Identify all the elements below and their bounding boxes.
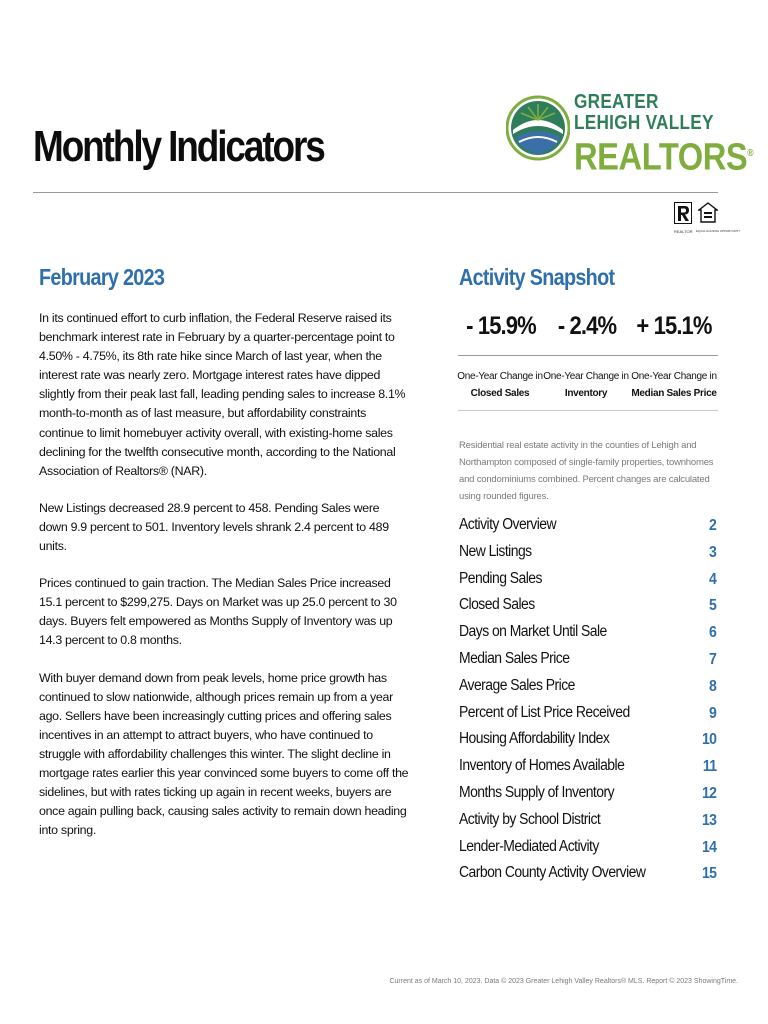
logo-line-2: LEHIGH VALLEY [574, 112, 714, 134]
section-heading-month: February 2023 [39, 264, 165, 290]
commentary-paragraph: Prices continued to gain traction. The Median Sales Price increased 15.1 percent to $299,275. Days on Market was up 25.0 percent to 30 days. Buyers felt empowered as Months Supply of Inventory was up 14.3 percent to 0.8 months. [39, 576, 397, 648]
toc-item-days-on-market[interactable] [459, 623, 716, 650]
toc-item-activity-overview[interactable] [459, 516, 716, 543]
registered-mark: ® [747, 148, 754, 159]
logo-line-1: GREATER [574, 91, 659, 113]
toc-label: New Listings [459, 542, 532, 560]
toc-item-closed-sales[interactable] [459, 596, 716, 623]
toc-item-carbon-county[interactable] [459, 864, 716, 891]
toc-page-number: 10 [701, 731, 716, 749]
snapshot-caption-top: One-Year Change in [543, 371, 629, 382]
toc-page-number: 11 [702, 758, 716, 776]
snapshot-description: Residential real estate activity in the counties of Lehigh and Northampton composed of single-family properties, townhomes and condominiums combined. Percent changes are calculated using rounded figures. [459, 440, 714, 502]
toc-label: Housing Affordability Index [459, 730, 610, 748]
header-divider [33, 192, 718, 193]
snapshot-values [458, 312, 718, 352]
toc-item-school-district[interactable] [459, 811, 716, 838]
toc-item-lender-mediated[interactable] [459, 838, 716, 865]
toc-label: Average Sales Price [459, 676, 575, 694]
equal-housing-icon [698, 202, 718, 228]
toc-label: Activity by School District [459, 810, 601, 828]
toc-label: Closed Sales [459, 596, 535, 614]
toc-page-number: 3 [708, 543, 716, 561]
toc-item-months-supply[interactable] [459, 784, 716, 811]
toc-page-number: 2 [708, 517, 716, 534]
snapshot-caption-metric: Median Sales Price [631, 388, 717, 399]
toc-page-number: 13 [701, 811, 716, 829]
toc-item-housing-affordability[interactable] [459, 730, 716, 757]
compliance-badges [674, 202, 741, 236]
toc-label: Median Sales Price [459, 649, 570, 667]
toc-page-number: 15 [701, 865, 716, 883]
toc-label: Activity Overview [459, 516, 557, 533]
snapshot-caption-metric: Inventory [564, 388, 608, 399]
commentary-paragraph: In its continued effort to curb inflation, the Federal Reserve raised its benchmark interest rate in February by a quarter-percentage point to 4.50% - 4.75%, its 8th rate hike since March of last year, when the interest rate was nearly zero. Mortgage interest rates have dipped slightly from their peak last fall, leading pending sales to increase 8.1% month-to-month as of last measure, but affordability constraints continue to limit homebuyer activity overall, with existing-home sales declining for the twelfth consecutive month, according to the National Association of Realtors® (NAR). [39, 311, 406, 478]
logo-line-3 [574, 134, 753, 178]
toc-label: Carbon County Activity Overview [459, 864, 646, 882]
snapshot-value-inventory: - 2.4% [557, 312, 617, 340]
snapshot-value-median-price: + 15.1% [636, 312, 712, 340]
toc-item-average-sales-price[interactable] [459, 677, 716, 704]
snapshot-caption-top: One-Year Change in [457, 371, 543, 382]
toc-page-number: 14 [701, 838, 716, 856]
commentary-paragraph: With buyer demand down from peak levels, home price growth has continued to slow nationwide, although prices remain up from a year ago. Sellers have been increasingly cutting prices and offering sales incentives in an attempt to attract buyers, who have continued to struggle with affordability challenges this winter. The slight decline in mortgage rates earlier this year convinced some buyers to come off the sidelines, but with rates ticking up again in recent weeks, buyers are once again pulling back, causing sales activity to remain down heading into spring. [39, 670, 409, 838]
realtor-r-icon [674, 202, 692, 228]
toc-item-pending-sales[interactable] [459, 570, 716, 597]
toc-item-percent-of-list-price[interactable] [459, 704, 716, 731]
logo-realtors-text: REALTORS [574, 136, 748, 179]
snapshot-caption-closed-sales [456, 368, 544, 402]
toc-page-number: 7 [708, 650, 716, 668]
toc-item-new-listings[interactable] [459, 543, 716, 570]
toc-page-number: 6 [708, 624, 716, 642]
commentary-paragraph: New Listings decreased 28.9 percent to 458. Pending Sales were down 9.9 percent to 501. Inventory levels shrank 2.4 percent to 489 units. [39, 500, 389, 554]
page-title: Monthly Indicators [33, 122, 324, 171]
toc-item-median-sales-price[interactable] [459, 650, 716, 677]
toc-label: Lender-Mediated Activity [459, 837, 599, 855]
toc-item-inventory-of-homes[interactable] [459, 757, 716, 784]
footer-note: Current as of March 10, 2023. Data © 2023 Greater Lehigh Valley Realtors® MLS. Report © 2023 ShowingTime. [389, 978, 738, 985]
snapshot-caption-metric: Closed Sales [470, 388, 530, 399]
snapshot-caption-top: One-Year Change in [631, 371, 717, 382]
equal-housing-caption: EQUAL HOUSING OPPORTUNITY [696, 229, 741, 233]
toc-label: Inventory of Homes Available [459, 757, 625, 775]
market-commentary [39, 309, 409, 858]
toc-label: Months Supply of Inventory [459, 783, 615, 801]
snapshot-caption-median-price [628, 368, 720, 402]
snapshot-caption-inventory [542, 368, 630, 402]
toc-page-number: 12 [701, 784, 716, 802]
toc-label: Days on Market Until Sale [459, 623, 607, 641]
section-heading-activity-snapshot: Activity Snapshot [459, 264, 615, 290]
toc-label: Pending Sales [459, 569, 542, 587]
toc-label: Percent of List Price Received [459, 703, 630, 721]
snapshot-value-closed-sales: - 15.9% [466, 312, 536, 340]
toc-page-number: 5 [708, 597, 716, 615]
toc-page-number: 9 [708, 704, 716, 722]
greater-lehigh-valley-realtors-logo [506, 82, 754, 182]
toc-page-number: 8 [708, 677, 716, 695]
snapshot-bottom-divider [458, 410, 718, 411]
snapshot-divider [458, 355, 718, 356]
toc-page-number: 4 [708, 570, 716, 588]
realtor-caption: REALTOR [674, 229, 693, 234]
table-of-contents [459, 516, 716, 891]
logo-wordmark [574, 92, 768, 178]
logo-emblem-icon [506, 82, 570, 174]
